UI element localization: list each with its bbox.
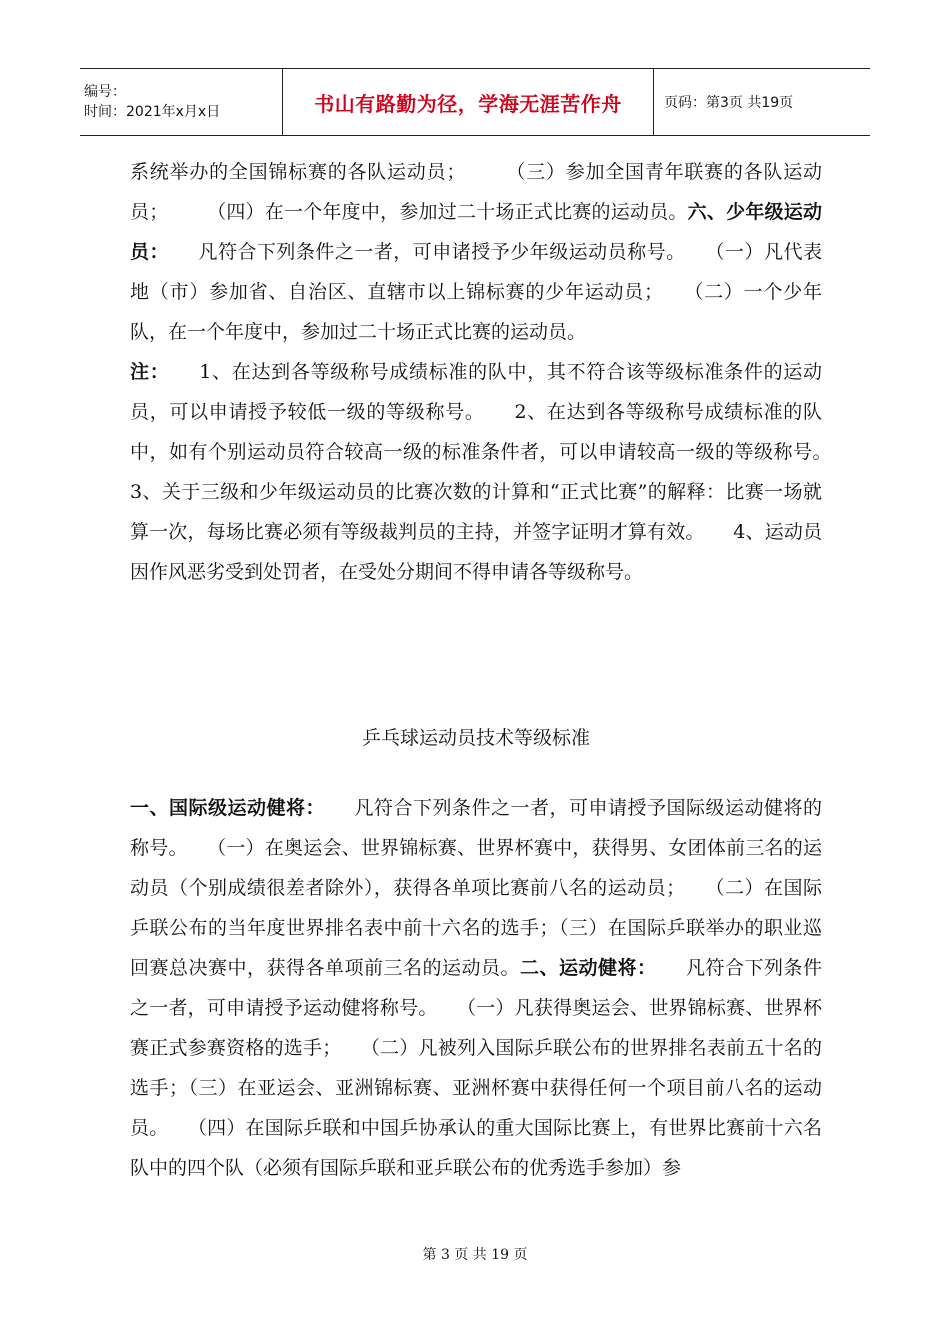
section-title: 乒乓球运动员技术等级标准 [361,727,590,749]
note-text: 1、在达到各等级称号成绩标准的队中，其不符合该等级标准条件的运动员，可以申请授予较低一级的等级称号。 2、在达到各等级称号成绩标准的队中，如有个别运动员符合较高一级的标准条件者，可以申请较高一级的等级称号。 3、关于三级和少年级运动员的比赛次数的计算和“正式比赛”的解释：比赛一场就算一次，每场比赛必须有等级裁判员的主持，并签字证明才算有效。 4、运动员因作风恶劣受到处罚者，在受处分期间不得申请各等级称号。 [130,361,861,583]
header-motto-cell [282,69,654,135]
section-1-body [130,152,861,592]
header-meta [80,69,282,135]
section-2-body [130,788,822,1188]
paragraph-text: 凡符合下列条件之一者，可申诸授予少年级运动员称号。 （一）凡代表地（市）参加省、自治区、直辖市以上锦标赛的少年运动员； （二）一个少年队，在一个年度中，参加过二十场正式比赛的运动员。 [130,241,822,343]
paragraph-notes [130,352,861,592]
document-number-label: 编号： [84,84,126,100]
international-master-heading: 一、国际级运动健将： [130,797,316,819]
header-page-info [654,69,870,135]
junior-athlete-heading: 六、少年级运动员： [130,201,822,263]
paragraph-athlete-levels [130,152,822,352]
paragraph-text: 系统举办的全国锦标赛的各队运动员； （三）参加全国青年联赛的各队运动员； （四）在一个年度中，参加过二十场正式比赛的运动员。 [130,161,822,223]
master-sportsman-heading: 二、运动健将： [519,957,647,979]
paragraph-text: 凡符合下列条件之一者，可申请授予国际级运动健将的称号。 （一）在奥运会、世界锦标赛、世界杯赛中，获得男、女团体前三名的运动员（个别成绩很差者除外），获得各单项比赛前八名的运动员； （二）在国际乒联公布的当年度世界排名表中前十六名的选手；（三）在国际乒联举办的职业巡回赛总决赛中，获得各单项前三名的运动员。 [130,797,822,979]
paragraph-text: 凡符合下列条件之一者，可申请授予运动健将称号。 （一）凡获得奥运会、世界锦标赛、世界杯赛正式参赛资格的选手； （二）凡被列入国际乒联公布的世界排名表前五十名的选手；（三）在亚运会、亚洲锦标赛、亚洲杯赛中获得任何一个项目前八名的运动员。 （四）在国际乒联和中国乒协承认的重大国际比赛上，有世界比赛前十六名队中的四个队（必须有国际乒联和亚乒联公布的优秀选手参加）参 [130,957,822,1179]
page-info-text: 页码：第3页 共19页 [664,95,794,111]
header-motto: 书山有路勤为径，学海无涯苦作舟 [314,91,622,116]
document-date: 时间：2021年x月x日 [84,104,221,120]
paragraph-standards [130,788,822,1188]
note-heading: 注： [130,361,160,383]
page-footer: 第 3 页 共 19 页 [422,1247,528,1263]
document-header [80,68,870,136]
